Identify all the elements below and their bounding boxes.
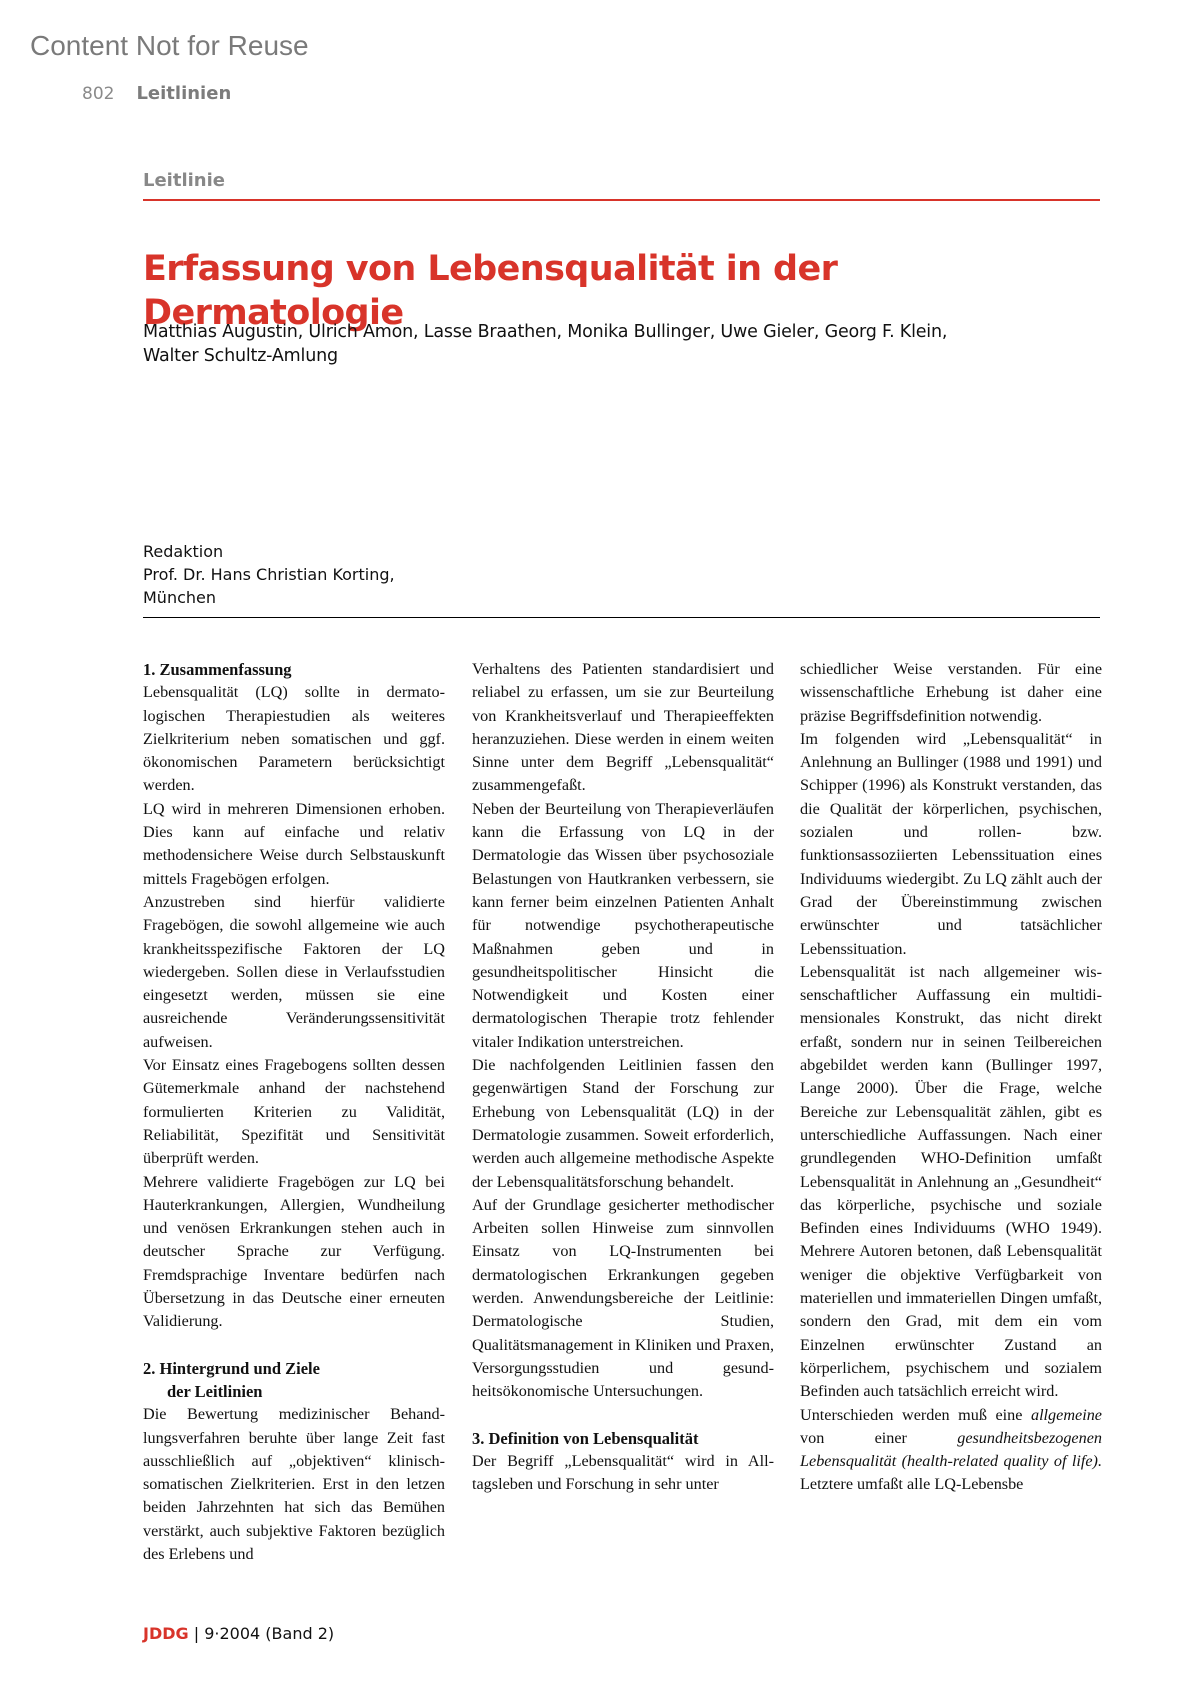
paragraph: Anzustreben sind hierfür validierte Fragebögen, die sowohl allgemeine wie auch krankheitsspezifische Faktoren der LQ wiedergeben. Sollen diese in Verlaufsstudien eingesetzt werden, müssen sie eine ausreichende Veränderungssensitivität aufweisen. (143, 892, 445, 1051)
body-divider (143, 617, 1100, 618)
text-run: Unterschieden werden muß eine (800, 1405, 1031, 1424)
section-heading-1: 1. Zusammenfassung (143, 660, 292, 679)
section-heading-3: 3. Definition von Lebensqualität (472, 1428, 699, 1448)
journal-issue: | 9·2004 (Band 2) (188, 1624, 335, 1643)
text-column-3 (800, 658, 1102, 1497)
text-column-2 (472, 658, 774, 1496)
authors-line: Walter Schultz-Amlung (143, 346, 338, 366)
paragraph: Neben der Beurteilung von Therapieverläufen kann die Erfassung von LQ in der Dermatologie das Wissen über psychosoziale Belastungen von Hautkranken verbessern, sie kann ferner beim einzelnen Patienten Anhalt für notwendige psychotherapeutische Maßnahmen geben und in gesundheitspolitischer Hinsicht die Notwendigkeit und Kosten einer dermatologischen Therapie trotz fehlender vitaler Indikation unterstreichen. (472, 799, 774, 1051)
editor-label: Redaktion (143, 542, 224, 561)
page-number: 802 (82, 84, 115, 104)
paragraph (800, 1404, 1102, 1497)
paragraph: Die nachfolgenden Leitlinien fassen den gegenwärtigen Stand der Forschung zur Erhebung von Lebensqualität (LQ) in der Dermatologie zusammen. Soweit erforderlich, werden auch allgemeine methodische Aspekte der Lebensqualitätsforschung behandelt. (472, 1056, 774, 1191)
text-column-1 (143, 658, 445, 1566)
paragraph: Vor Einsatz eines Fragebogens sollten dessen Gütemerkmale anhand der nachstehend formulierten Kriterien zu Validität, Reliabilität, Spezifität und Sensitivität überprüft werden. (143, 1056, 445, 1168)
journal-name: JDDG (143, 1624, 189, 1643)
paragraph: Der Begriff „Lebensqualität“ wird in Alltagsleben und Forschung in sehr unter (472, 1451, 774, 1494)
author-list (143, 320, 1063, 368)
section-label: Leitlinie (143, 170, 225, 191)
paragraph: Auf der Grundlage gesicherter methodischer Arbeiten sollen Hinweise zum sinnvollen Einsatz von LQ-Instrumenten bei dermatologischen Erkrankungen gegeben werden. Anwendungsbereiche der Leitlinie: Dermatologische Studien, Qualitätsmanagement in Kliniken und Praxen, Versorgungsstudien und gesundheitsökonomische Untersuchungen. (472, 1195, 774, 1401)
editor-name: Prof. Dr. Hans Christian Korting, (143, 565, 395, 584)
text-run: von einer (800, 1428, 958, 1447)
authors-line: Matthias Augustin, Ulrich Amon, Lasse Braathen, Monika Bullinger, Uwe Gieler, Georg F. Klein, (143, 322, 948, 342)
section-heading-2 (143, 1357, 445, 1404)
running-head (82, 83, 231, 104)
heading-line: der Leitlinien (167, 1381, 263, 1401)
running-head-title: Leitlinien (136, 83, 232, 104)
emphasis: allgemeine (1030, 1405, 1102, 1424)
editor-block (143, 540, 395, 609)
paragraph: Lebensqualität (LQ) sollte in dermatologischen Therapiestudien als weiteres Zielkriterium neben somatischen und ggf. ökonomischen Parametern berücksichtigt werden. (143, 683, 445, 795)
emphasis: gesundheitsbezogenen Lebensqualität (health-related quality of life). (800, 1428, 1102, 1471)
paragraph: LQ wird in mehreren Dimensionen erhoben. Dies kann auf einfache und relativ methodensichere Weise durch Selbstauskunft mittels Fragebögen erfolgen. (143, 799, 445, 888)
editor-city: München (143, 588, 217, 607)
paragraph: Die Bewertung medizinischer Behandlungsverfahren beruhte über lange Zeit fast ausschließlich auf „objektiven“ klinisch-somatischen Zielkriterien. Erst in den letzen beiden Jahrzehnten hat sich das Bemühen verstärkt, auch subjektive Faktoren bezüglich des Erlebens und (143, 1405, 445, 1563)
paragraph: Verhaltens des Patienten standardisiert und reliabel zu erfassen, um sie zur Beurteilung von Krankheitsverlauf und Therapieeffekten heranzuziehen. Diese werden in einem weiten Sinne unter dem Begriff „Lebensqualität“ zusammengefaßt. (472, 660, 774, 795)
paragraph: Mehrere validierte Fragebögen zur LQ bei Hauterkrankungen, Allergien, Wundheilung und venösen Erkrankungen stehen auch in deutscher Sprache zur Verfügung. Fremdsprachige Inventare bedürfen nach Übersetzung in das Deutsche einer erneuten Validierung. (143, 1172, 445, 1331)
paragraph: Im folgenden wird „Lebensqualität“ in Anlehnung an Bullinger (1988 und 1991) und Schipper (1996) als Konstrukt verstanden, das die Qualität der körperlichen, psychischen, sozialen und rollen- bzw. funktionsassoziierten Lebenssituation eines Individuums wiedergibt. Zu LQ zählt auch der Grad der Übereinstimmung zwischen erwünschter und tatsächlicher Lebenssituation. (800, 729, 1102, 958)
section-divider (143, 199, 1100, 201)
paragraph: Lebensqualität ist nach allgemeiner wissenschaftlicher Auffassung ein multidimensionales Konstrukt, das nicht direkt erfaßt, sondern nur in seinen Teilbereichen abgebildet werden kann (Bullinger 1997, Lange 2000). Über die Frage, welche Bereiche zur Lebensqualität zählen, gibt es unterschiedliche Auffassungen. Nach einer grundlegenden WHO-Definition umfaßt Lebensqualität in Anlehnung an „Gesundheit“ das körperliche, psychische und soziale Befinden eines Individuums (WHO 1949). Mehrere Autoren betonen, daß Lebensqualität weniger die objektive Verfügbarkeit von materiellen und immateriellen Dingen umfaßt, sondern den Grad, mit dem ein vom Einzelnen erwünschter Zustand an körperlichem, psychischem und sozialem Befinden auch tatsächlich erreicht wird. (800, 962, 1102, 1401)
paragraph: schiedlicher Weise verstanden. Für eine wissenschaftliche Erhebung ist daher eine präzise Begriffsdefinition notwendig. (800, 660, 1102, 725)
article-title: Erfassung von Lebensqualität in der Dermatologie (143, 249, 838, 333)
text-run: Letztere umfaßt alle LQ-Lebensbe (800, 1475, 1024, 1494)
heading-line: 2. Hintergrund und Ziele (143, 1358, 320, 1378)
footer (143, 1624, 334, 1643)
watermark: Content Not for Reuse (30, 30, 309, 61)
